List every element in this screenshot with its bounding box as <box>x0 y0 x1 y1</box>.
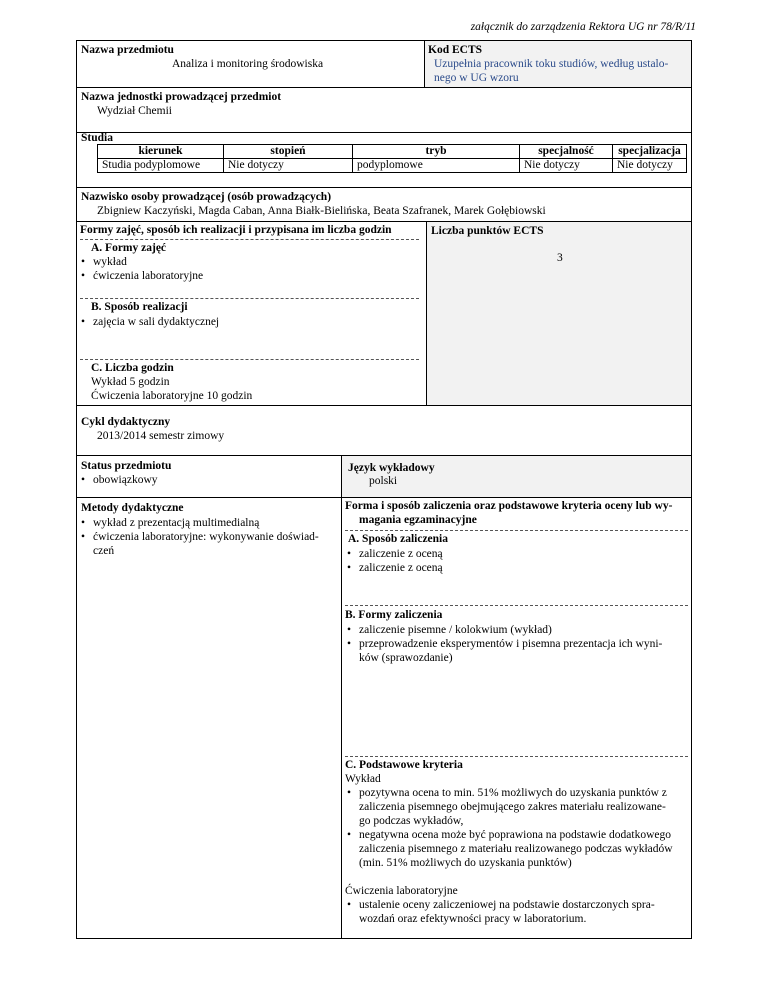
list-item-line: zaliczenia pisemnego z materiału realizowanego podczas wykładów <box>359 843 673 855</box>
assessment-label-line2: magania egzaminacyjne <box>359 514 477 526</box>
cycle-cell <box>76 405 692 456</box>
forms-label: A. Formy zajęć <box>91 242 167 254</box>
ects-code-label: Kod ECTS <box>428 44 483 56</box>
hours-line-lab: Ćwiczenia laboratoryjne 10 godzin <box>91 390 253 402</box>
studies-header-stopien: stopień <box>224 145 353 159</box>
assessment-c-label: C. Podstawowe kryteria <box>345 759 463 771</box>
forms-list <box>79 255 203 283</box>
list-item <box>345 786 687 828</box>
list-item-line: • pozytywna ocena to min. 51% możliwych do uzyskania punktów z <box>359 787 667 799</box>
studies-table <box>97 144 687 173</box>
divider <box>345 530 688 531</box>
list-item: • wykład z prezentacją multimedialną <box>79 516 337 530</box>
realization-label: B. Sposób realizacji <box>91 301 188 313</box>
assessment-c-lecture-list <box>345 786 687 870</box>
list-item-line: zaliczenia pisemnego obejmującego zakres materiału realizowane- <box>359 801 666 813</box>
ects-code-note-line1: Uzupełnia pracownik toku studiów, według ustalo- <box>434 58 669 70</box>
studies-header-specjalizacja: specjalizacja <box>613 145 687 159</box>
course-name-label: Nazwa przedmiotu <box>81 44 174 56</box>
ects-points-value: 3 <box>557 252 563 264</box>
language-label: Język wykładowy <box>348 462 435 474</box>
list-item-line: • ustalenie oceny zaliczeniowej na podstawie dostarczonych spra- <box>359 899 655 911</box>
list-item: • ćwiczenia laboratoryjne <box>79 269 203 283</box>
language-cell <box>341 455 692 498</box>
studies-header-kierunek: kierunek <box>98 145 224 159</box>
status-list <box>79 473 158 487</box>
ects-points-label: Liczba punktów ECTS <box>431 225 544 237</box>
cycle-label: Cykl dydaktyczny <box>81 416 171 428</box>
language-value: polski <box>369 475 398 487</box>
course-name-value: Analiza i monitoring środowiska <box>172 58 324 70</box>
list-item-line: go podczas wykładów, <box>359 815 464 827</box>
divider <box>345 756 688 757</box>
assessment-c-lab-label: Ćwiczenia laboratoryjne <box>345 885 458 897</box>
list-item: • obowiązkowy <box>79 473 158 487</box>
ects-code-note-line2: nego w UG wzoru <box>434 72 519 84</box>
realization-list <box>79 315 219 329</box>
assessment-c-lecture-label: Wykład <box>345 773 381 785</box>
studies-value-specjalnosc: Nie dotyczy <box>520 159 613 173</box>
assessment-a-list <box>345 547 443 575</box>
lecturers-cell <box>76 187 692 222</box>
divider <box>80 359 419 360</box>
studies-label: Studia <box>81 132 113 144</box>
status-label: Status przedmiotu <box>81 460 172 472</box>
studies-value-tryb: podyplomowe <box>353 159 520 173</box>
course-name-cell <box>76 40 425 88</box>
lecturers-value: Zbigniew Kaczyński, Magda Caban, Anna Białk-Bielińska, Beata Szafranek, Marek Gołębiowski <box>97 205 546 217</box>
list-item <box>79 530 337 558</box>
list-item: • zajęcia w sali dydaktycznej <box>79 315 219 329</box>
list-item-line: ków (sprawozdanie) <box>359 652 453 664</box>
list-item: • zaliczenie z oceną <box>345 561 443 575</box>
studies-header-specjalnosc: specjalność <box>520 145 613 159</box>
lecturers-label: Nazwisko osoby prowadzącej (osób prowadzących) <box>81 191 332 203</box>
header-note: załącznik do zarządzenia Rektora UG nr 78/R/11 <box>470 21 696 33</box>
ects-code-cell <box>424 40 692 88</box>
methods-cell <box>76 497 342 939</box>
unit-cell <box>76 87 692 133</box>
list-item-line: (min. 51% możliwych do uzyskania punktów) <box>359 857 572 869</box>
list-item <box>345 637 685 665</box>
list-item: • zaliczenie z oceną <box>345 547 443 561</box>
assessment-b-label: B. Formy zaliczenia <box>345 609 443 621</box>
list-item-line: wozdań oraz efektywności pracy w laboratorium. <box>359 913 587 925</box>
list-item-line: • przeprowadzenie eksperymentów i pisemna prezentacja ich wyni- <box>359 638 663 650</box>
studies-value-specjalizacja: Nie dotyczy <box>613 159 687 173</box>
list-item <box>345 828 687 870</box>
list-item: • wykład <box>79 255 203 269</box>
divider <box>80 239 419 240</box>
forms-section-label: Formy zajęć, sposób ich realizacji i przypisana im liczba godzin <box>80 224 392 236</box>
unit-value: Wydział Chemii <box>97 105 172 117</box>
list-item-line: czeń <box>93 545 115 557</box>
studies-value-stopien: Nie dotyczy <box>224 159 353 173</box>
divider <box>80 298 419 299</box>
cycle-value: 2013/2014 semestr zimowy <box>97 430 225 442</box>
unit-label: Nazwa jednostki prowadzącej przedmiot <box>81 91 282 103</box>
methods-label: Metody dydaktyczne <box>81 502 184 514</box>
studies-value-kierunek: Studia podyplomowe <box>98 159 224 173</box>
assessment-b-list <box>345 623 685 665</box>
methods-list <box>79 516 337 558</box>
assessment-c-lab-list <box>345 898 687 926</box>
list-item <box>345 898 687 926</box>
hours-label: C. Liczba godzin <box>91 362 174 374</box>
assessment-a-label: A. Sposób zaliczenia <box>348 533 448 545</box>
status-cell <box>76 455 342 498</box>
divider <box>345 605 688 606</box>
hours-line-lecture: Wykład 5 godzin <box>91 376 170 388</box>
list-item-line: • negatywna ocena może być poprawiona na podstawie dodatkowego <box>359 829 671 841</box>
list-item-line: • ćwiczenia laboratoryjne: wykonywanie doświad- <box>93 531 319 543</box>
ects-points-cell <box>426 221 692 406</box>
list-item: • zaliczenie pisemne / kolokwium (wykład) <box>345 623 685 637</box>
assessment-label-line1: Forma i sposób zaliczenia oraz podstawowe kryteria oceny lub wy- <box>345 500 673 512</box>
studies-header-tryb: tryb <box>353 145 520 159</box>
